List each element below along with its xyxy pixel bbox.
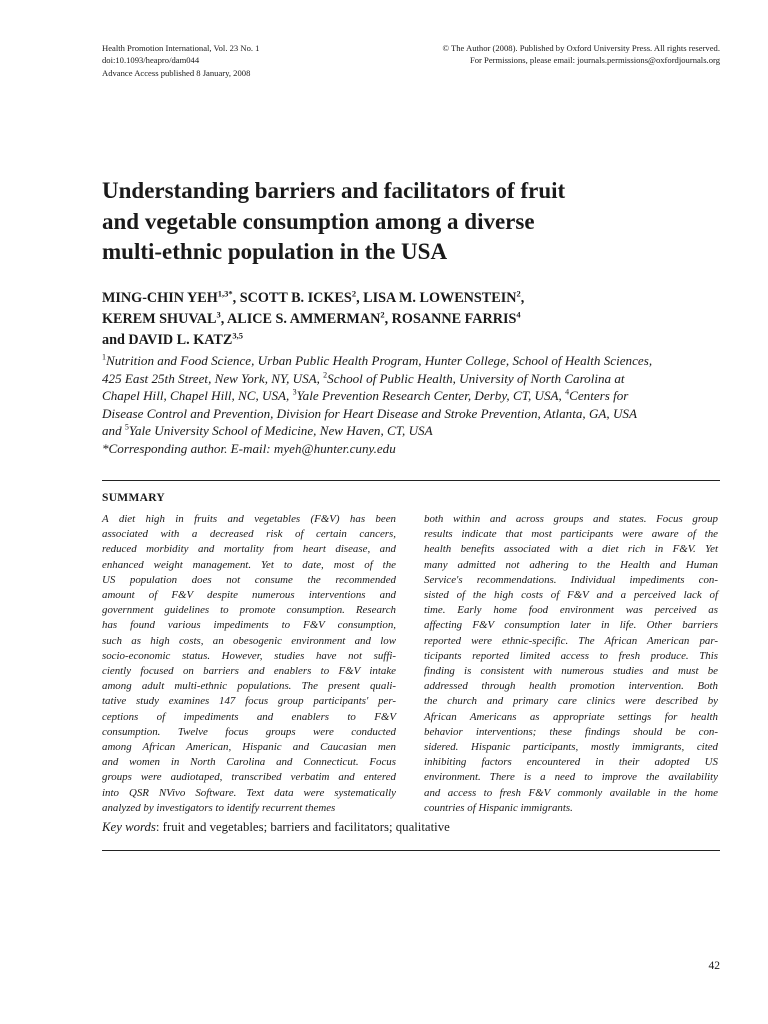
- author-name: , ROSANNE FARRIS: [384, 311, 517, 327]
- summary-line: consumption. Twelve focus groups were conducted: [102, 725, 396, 738]
- summary-line: enhanced weight management. Yet to date, most of the: [102, 558, 396, 571]
- author-affiliation-mark: 2: [380, 309, 385, 320]
- affiliation-line: Disease Control and Prevention, Division for Heart Disease and Stroke Prevention, Atlanta, GA, USA: [102, 405, 637, 421]
- affiliation-text: and: [102, 423, 125, 438]
- affiliation-text: Chapel Hill, Chapel Hill, NC, USA,: [102, 388, 293, 403]
- summary-line: finding is consistent with numerous studies and must be: [424, 665, 718, 678]
- page-number: 42: [708, 960, 720, 972]
- section-divider: [102, 480, 720, 481]
- summary-line: into QSR NVivo Software. Text data were systematically: [102, 786, 396, 799]
- affiliation-text: Yale Prevention Research Center, Derby, CT, USA,: [296, 388, 566, 403]
- summary-line: government guidelines to promote consumption. Research: [102, 604, 396, 617]
- summary-line: A diet high in fruits and vegetables (F&V) has been: [102, 513, 396, 525]
- summary-line: analyzed by investigators to identify recurrent themes: [102, 801, 336, 814]
- author-name: , SCOTT B. ICKES: [232, 290, 352, 306]
- summary-line: sisted of the high costs of F&V and a perceived lack of: [424, 589, 718, 602]
- author-name: , LISA M. LOWENSTEIN: [356, 290, 517, 306]
- summary-line: both within and across groups and states. Focus group: [424, 513, 718, 525]
- author-affiliation-mark: 4: [516, 309, 521, 320]
- affiliation-text: School of Public Health, University of North Carolina at: [327, 370, 625, 386]
- author-affiliation-mark: 3,5: [232, 330, 243, 341]
- affiliations: [102, 352, 722, 457]
- summary-line: sidered. Hispanic participants, mostly immigrants, cited: [424, 741, 718, 754]
- affiliation-mark: 2: [323, 370, 328, 380]
- author-line: [102, 288, 722, 309]
- journal-citation: Health Promotion International, Vol. 23 No. 1: [102, 43, 260, 53]
- summary-line: such as high costs, an obesogenic environment and low: [102, 634, 396, 647]
- summary-line: among African American, Hispanic and Caucasian men: [102, 741, 396, 754]
- summary-line: African Americans as appropriate settings for health: [424, 710, 718, 723]
- summary-line: health benefits associated with a diet rich in F&V. Yet: [424, 543, 718, 556]
- author-affiliation-mark: 3: [216, 309, 221, 320]
- journal-header-left: [102, 42, 259, 79]
- permissions-notice: For Permissions, please email: journals.permissions@oxfordjournals.org: [469, 55, 720, 66]
- summary-line: groups were audiotaped, transcribed verbatim and entered: [102, 771, 396, 784]
- affiliation-mark: 3: [292, 387, 297, 397]
- keywords: [102, 820, 450, 835]
- summary-line: and access to fresh F&V commonly available in the home: [424, 786, 718, 799]
- title-line: Understanding barriers and facilitators of fruit: [102, 178, 566, 203]
- affiliation-mark: 5: [124, 422, 129, 432]
- copyright-notice: © The Author (2008). Published by Oxford University Press. All rights reserved.: [442, 43, 720, 53]
- summary-line: Service's recommendations. Individual impediments con-: [424, 573, 718, 586]
- summary-line: environment. There is a need to improve the availability: [424, 771, 718, 784]
- summary-line: countries of Hispanic immigrants.: [424, 801, 573, 814]
- author-name: , ALICE S. AMMERMAN: [220, 311, 381, 327]
- affiliation-line: [102, 387, 722, 405]
- summary-line: tative study examines 147 focus group participants' per-: [102, 695, 396, 708]
- affiliation-text: 425 East 25th Street, New York, NY, USA,: [102, 370, 324, 386]
- author-list: [102, 288, 722, 351]
- summary-heading: SUMMARY: [102, 492, 166, 504]
- title-line: multi-ethnic population in the USA: [102, 239, 448, 264]
- title-line: and vegetable consumption among a diverse: [102, 208, 535, 234]
- summary-line: associated with a decreased risk of certain cancers,: [102, 528, 396, 541]
- author-line: [102, 330, 722, 351]
- summary-line: ceptions of impediments and enablers to F&V: [102, 710, 396, 723]
- author-line: [102, 309, 722, 330]
- author-name: and DAVID L. KATZ: [102, 332, 233, 348]
- keywords-text: : fruit and vegetables; barriers and facilitators; qualitative: [155, 820, 450, 834]
- summary-line: ciently focused on barriers and enablers to F&V intake: [102, 665, 396, 678]
- summary-line: and women in North Carolina and Connecticut. Focus: [102, 756, 396, 769]
- summary-column-right: [424, 512, 718, 816]
- summary-line: inhibiting factors encountered in their adopted US: [424, 756, 718, 769]
- summary-column-left: [102, 512, 396, 816]
- affiliation-line: [102, 352, 722, 370]
- corresponding-author: *Corresponding author. E-mail: myeh@hunter.cuny.edu: [102, 440, 396, 456]
- affiliation-text: Nutrition and Food Science, Urban Public Health Program, Hunter College, School of Health Sciences,: [106, 353, 653, 368]
- summary-line: has found various impediments to F&V consumption,: [102, 619, 396, 632]
- summary-line: time. Early home food environment was perceived as: [424, 604, 718, 617]
- advance-access-date: Advance Access published 8 January, 2008: [102, 67, 251, 78]
- affiliation-line: [102, 370, 722, 388]
- affiliation-mark: 4: [565, 387, 570, 397]
- summary-line: results indicate that most participants were aware of the: [424, 528, 718, 541]
- journal-header-right: [442, 42, 720, 67]
- summary-line: socio-economic status. However, studies have not suffi-: [102, 649, 396, 662]
- summary-line: amount of F&V despite numerous interventions and: [102, 589, 396, 602]
- author-name: KEREM SHUVAL: [102, 311, 217, 327]
- affiliation-text: Yale University School of Medicine, New Haven, CT, USA: [128, 423, 433, 438]
- doi: doi:10.1093/heapro/dam044: [102, 55, 200, 66]
- affiliation-mark: 1: [102, 352, 106, 362]
- summary-line: behavior interventions; these findings should be con-: [424, 725, 718, 738]
- summary-line: many admitted not adhering to the Health and Human: [424, 558, 718, 571]
- summary-line: among adult multi-ethnic populations. The present quali-: [102, 680, 396, 693]
- summary-line: affecting F&V consumption later in life. Other barriers: [424, 619, 718, 632]
- section-divider: [102, 850, 720, 851]
- author-affiliation-mark: 2: [351, 288, 357, 299]
- summary-line: ticipants reported limited access to fresh produce. This: [424, 649, 718, 662]
- summary-line: US population does not consume the recommended: [102, 573, 396, 586]
- article-title: [102, 176, 702, 268]
- summary-line: the church and primary care clinics were described by: [424, 695, 718, 708]
- author-affiliation-mark: 2: [516, 288, 521, 299]
- author-name: MING-CHIN YEH: [102, 290, 218, 306]
- affiliation-line: [102, 422, 722, 440]
- author-separator: ,: [520, 290, 525, 306]
- author-affiliation-mark: 1,3*: [217, 288, 233, 299]
- summary-line: addressed through health promotion intervention. Both: [424, 680, 718, 693]
- summary-line: reduced morbidity and mortality from heart disease, and: [102, 543, 396, 556]
- affiliation-text: Centers for: [569, 388, 629, 403]
- summary-line: reported were ethnic-specific. The African American par-: [424, 634, 718, 647]
- keywords-label: Key words: [102, 820, 156, 834]
